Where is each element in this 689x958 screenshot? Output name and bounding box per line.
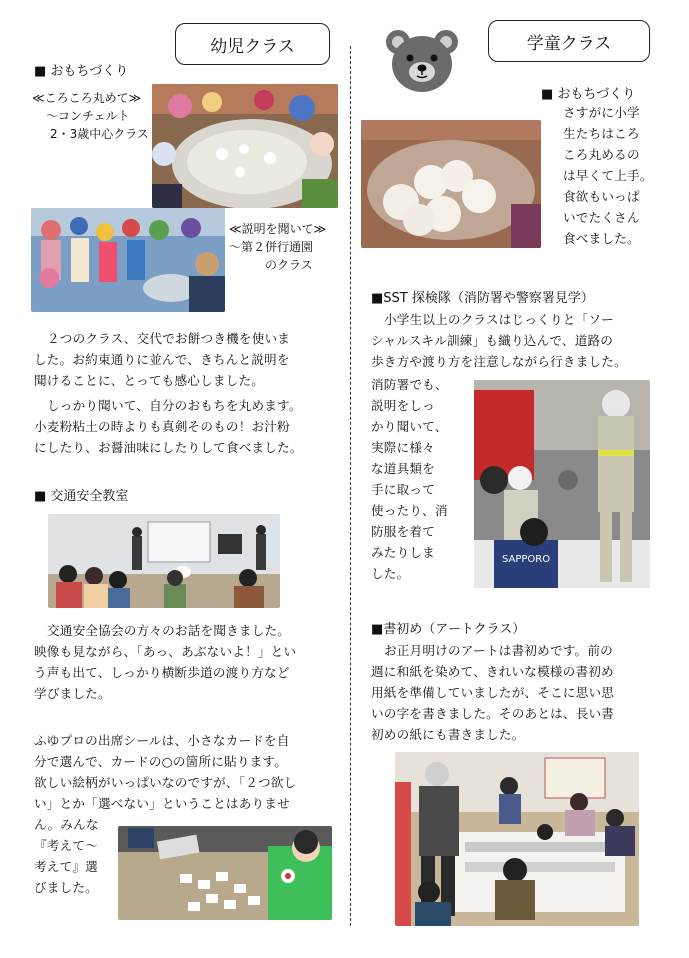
sapporo-label: SAPPORO [502,554,551,565]
sst-paragraph: 小学生以上のクラスはじっくりと「ソー シャルスキル訓練」も織り込んで、道路の 歩き方や渡り方を注意しながら行きました。 [371,312,627,369]
mochi-balls-photo [361,120,541,248]
traffic-class-photo [48,514,280,608]
calligraphy-photo [395,752,639,926]
caption-line: 2・3歳中心クラス [50,127,149,141]
right-section-title: 学童クラス [488,20,650,62]
caption-line: ～コンチェルト [46,109,130,123]
traffic-safety-heading: ■ 交通安全教室 [34,489,129,504]
sticker-paragraph-tail: 『考えて～ 考えて』選 びました。 [34,838,98,895]
right-mochi-heading: ■ おもちづくり [541,87,636,102]
left-mochi-heading: ■ おもちづくり [34,64,129,79]
bear-icon [384,26,460,94]
mochi-table-photo [152,84,338,208]
card-selection-photo [118,826,332,920]
mochi-paragraph-1: ２つのクラス、交代でお餅つき機を使いま した。お約束通りに並んで、きちんと説明を 聞けることに、とっても感心しました。 [34,331,291,388]
listening-kids-photo [31,208,225,312]
column-divider [350,46,351,926]
right-mochi-text: さすがに小学 生たちはころ ころ丸めるの は早くて上手。 食欲もいっぱ いでたくさん 食べました。 [563,105,653,246]
caption-listening [229,220,326,274]
fire-station-text: 消防署でも、 説明をしっ かり聞いて、 実際に様々 な道具類を 手に取って 使ったり、消 防服を着て みたりしま した。 [371,377,448,581]
caption-koro-koro [32,89,149,143]
traffic-paragraph: 交通安全協会の方々のお話を聞きました。 映像も見ながら、「あっ、あぶないよ！」とい う声も出て、しっかり横断歩道の渡り方など 学びました。 [34,623,297,701]
sst-heading: ■SST 探検隊（消防署や警察署見学） [371,291,594,306]
sticker-paragraph: ふゆプロの出席シールは、小さなカードを自 分で選んで、カードの○の箇所に貼ります。 欲しい絵柄がいっぱいなのですが、「２つ欲し い」とか「選べない」ということはありませ ん。みんな [34,733,297,832]
caption-line: のクラス [265,258,313,272]
mochi-paragraph-2: しっかり聞いて、自分のおもちを丸めます。 小麦粉粘土の時よりも真剣そのもの！お汁粉 にしたり、お醤油味にしたりして食べました。 [34,398,303,455]
caption-line: ≪説明を聞いて≫ [229,222,327,236]
art-class-heading: ■書初め（アートクラス） [371,622,526,637]
caption-line: ≪ころころ丸めて≫ [32,91,142,105]
caption-line: ～第２併行通園 [229,240,314,254]
left-section-title: 幼児クラス [175,23,330,65]
fire-station-photo [474,380,650,588]
art-class-paragraph: お正月明けのアートは書初めです。前の 週に和紙を染めて、きれいな模様の書初め 用紙を準備していましたが、そこに思い思 いの字を書きました。そのあとは、長い書 初めの紙にも書きました。 [371,643,615,742]
